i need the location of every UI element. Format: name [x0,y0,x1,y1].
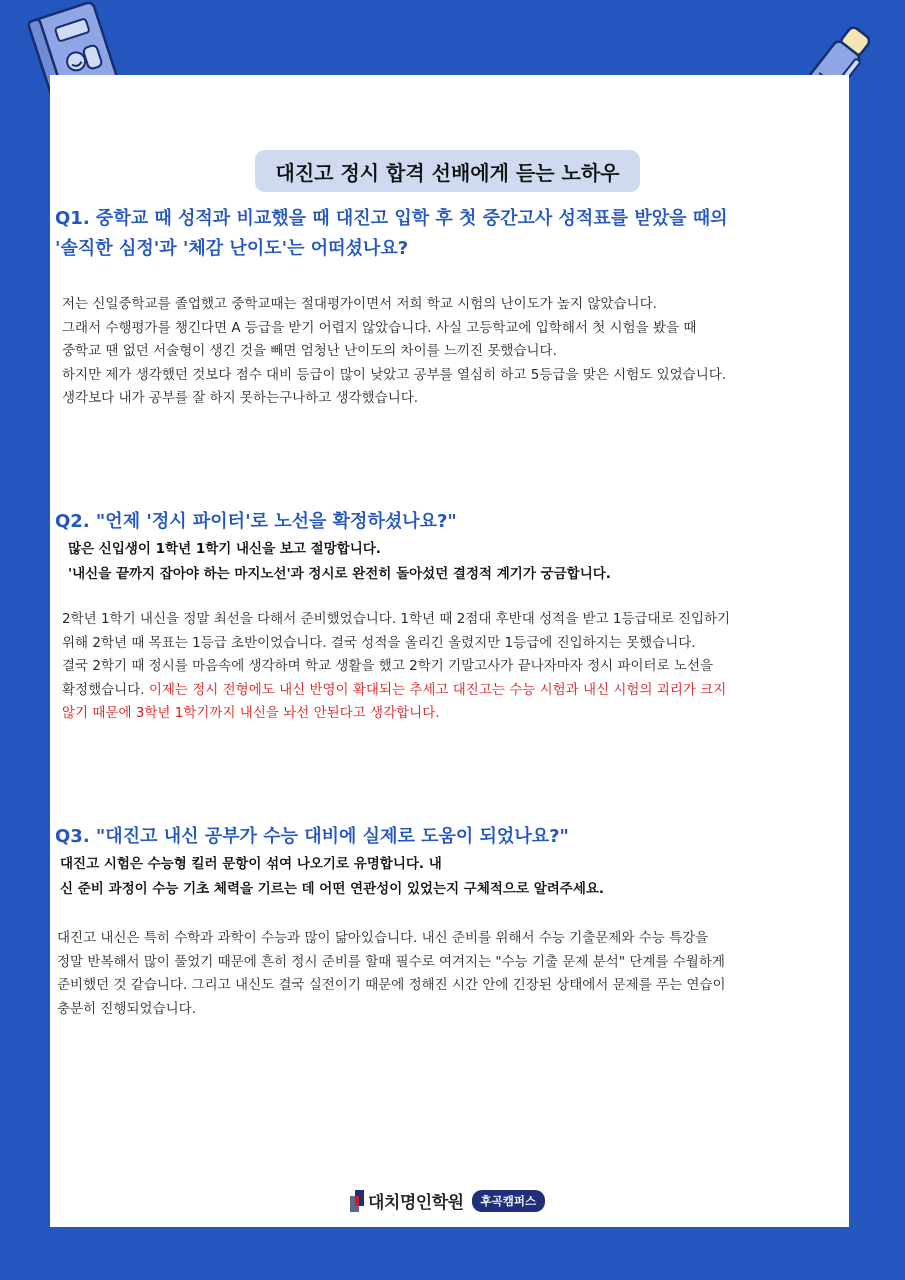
q2-answer-highlight-line: 않기 때문에 3학년 1학기까지 내신을 놔선 안된다고 생각합니다. [62,705,440,722]
academy-logo [350,1188,545,1213]
q3-answer-line: 충분히 진행되었습니다. [57,1000,196,1017]
q2-answer-line [62,679,730,703]
q3-answer [57,927,726,1021]
q1-answer-line: 중학교 땐 없던 서술형이 생긴 것을 빼면 엄청난 난이도의 차이를 느끼진 못했습니다. [62,343,557,360]
academy-name: 대치명인학원 [368,1193,464,1213]
q2-answer-line: 결국 2학기 때 정시를 마음속에 생각하며 학교 생활을 했고 2학기 기말고사가 끝나자마자 정시 파이터로 노선을 [62,658,714,675]
q2-answer-highlight: 이제는 정시 전형에도 내신 반영이 확대되는 추세고 대진고는 수능 시험과 내신 시험의 괴리가 크지 [148,681,727,698]
page-title: 대진고 정시 합격 선배에게 듣는 노하우 [255,150,640,192]
q2-answer-plain: 확정했습니다. [62,681,149,698]
q1-question [55,204,728,264]
q3-subquestion-line: 대진고 시험은 수능형 킬러 문항이 섞여 나오기로 유명합니다. 내 [60,856,442,872]
q2-subquestion-line: 많은 신입생이 1학년 1학기 내신을 보고 절망합니다. [68,541,381,557]
q2-subquestion [68,537,611,587]
q1-answer-line: 하지만 제가 생각했던 것보다 점수 대비 등급이 많이 낮았고 공부를 열심히 하고 5등급을 맞은 시험도 있었습니다. [62,366,727,383]
academy-logo-icon [350,1190,364,1212]
q2-subquestion-line: '내신을 끝까지 잡아야 하는 마지노선'과 정시로 완전히 돌아섰던 결정적 계기가 궁금합니다. [68,566,611,582]
q2-answer-line: 위해 2학년 때 목표는 1등급 초반이었습니다. 결국 성적을 올리긴 올렸지만 1등급에 진입하지는 못했습니다. [62,634,696,651]
q1-answer-line: 그래서 수행평가를 챙긴다면 A 등급을 받기 어렵지 않았습니다. 사실 고등학교에 입학해서 첫 시험을 봤을 때 [62,319,697,336]
q3-subquestion [60,852,604,902]
q2-question-line: Q2. "언제 '정시 파이터'로 노선을 확정하셨나요?" [55,511,457,532]
q1-question-line: '솔직한 심정'과 '체감 난이도'는 어떠셨나요? [55,238,409,259]
q1-question-line: Q1. 중학교 때 성적과 비교했을 때 대진고 입학 후 첫 중간고사 성적표를 받았을 때의 [55,208,728,229]
q3-answer-line: 준비했던 것 같습니다. 그리고 내신도 결국 실전이기 때문에 정해진 시간 안에 긴장된 상태에서 문제를 푸는 연습이 [57,977,726,994]
q1-answer-line: 생각보다 내가 공부를 잘 하지 못하는구나하고 생각했습니다. [62,390,419,407]
q1-answer-line: 저는 신일중학교를 졸업했고 중학교때는 절대평가이면서 저희 학교 시험의 난이도가 높지 않았습니다. [62,296,657,312]
q1-answer [62,293,726,411]
q2-answer-line: 2학년 1학기 내신을 정말 최선을 다해서 준비했었습니다. 1학년 때 2점대 후반대 성적을 받고 1등급대로 진입하기 [62,611,731,627]
q2-answer [62,608,730,726]
campus-badge: 후곡캠퍼스 [472,1190,546,1212]
q3-subquestion-line: 신 준비 과정이 수능 기초 체력을 기르는 데 어떤 연관성이 있었는지 구체적으로 알려주세요. [60,881,605,897]
q3-question-line: Q3. "대진고 내신 공부가 수능 대비에 실제로 도움이 되었나요?" [55,826,569,847]
q3-answer-line: 정말 반복해서 많이 풀었기 때문에 흔히 정시 준비를 할때 필수로 여겨지는 "수능 기출 문제 분석" 단계를 수월하게 [57,953,725,970]
q3-answer-line: 대진고 내신은 특히 수학과 과학이 수능과 많이 닮아있습니다. 내신 준비를 위해서 수능 기출문제와 수능 특강을 [57,930,709,946]
q3-question [55,822,569,852]
q2-question [55,507,457,537]
